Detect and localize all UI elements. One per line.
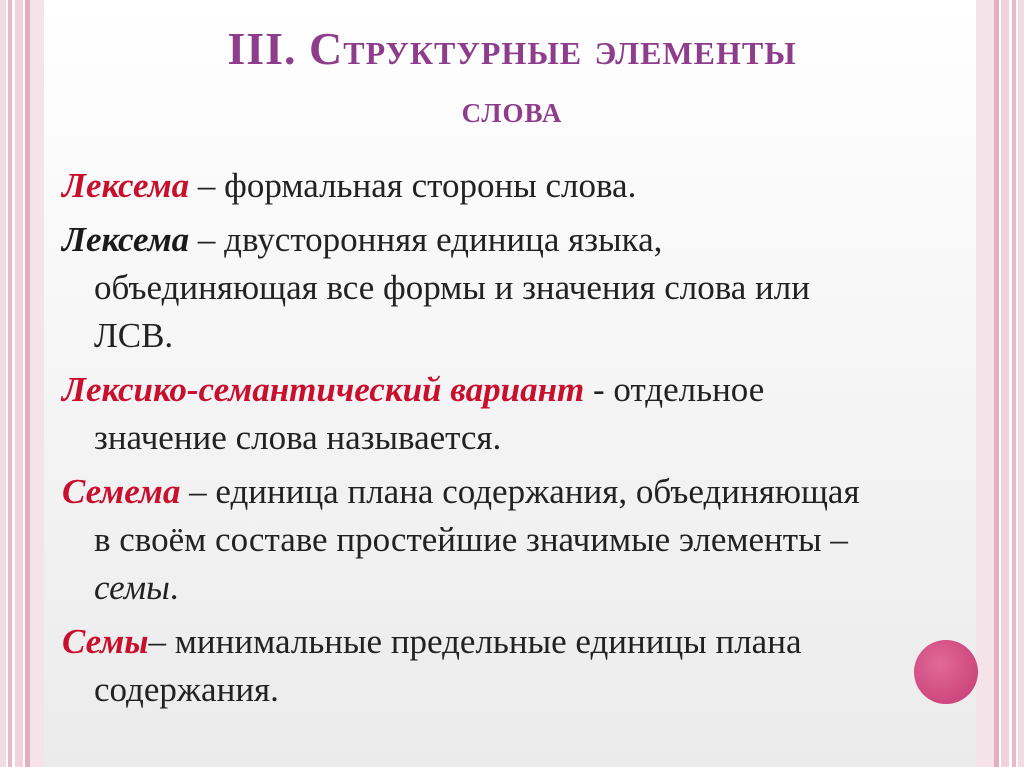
term: Лексема [62, 220, 190, 259]
slide-title-line-1 [90, 22, 934, 75]
definition-paragraph [62, 468, 882, 612]
term: Семема [62, 472, 181, 511]
term: Лексико-семантический вариант [62, 370, 585, 409]
definition-text: минимальные предельные единицы плана содержания. [94, 622, 802, 709]
title-text: Структурные элементы [309, 23, 797, 74]
definition-text: отдельное значение слова называется. [94, 370, 765, 457]
definition-text: двусторонняя единица языка, объединяющая все формы и значения слова или ЛСВ. [94, 220, 810, 355]
slide-title-line-2: слова [461, 89, 563, 131]
left-border-stripes [0, 0, 44, 767]
definition-paragraph [62, 162, 882, 210]
emphasized-term: семы [94, 568, 170, 607]
definition-text: единица плана содержания, объединяющая в своём составе простейшие значимые элементы – [94, 472, 860, 559]
separator: – [148, 622, 175, 661]
term: Лексема [62, 166, 190, 205]
title-numeral: III. [227, 23, 297, 74]
separator: – [189, 220, 225, 259]
definition-text: формальная стороны слова. [224, 166, 637, 205]
separator: – [189, 166, 225, 205]
definition-paragraph [62, 618, 882, 714]
definition-paragraph [62, 366, 882, 462]
decorative-circle [914, 640, 978, 704]
slide-content [62, 162, 882, 720]
separator: – [180, 472, 216, 511]
right-border-stripes [976, 0, 1024, 767]
separator: - [584, 370, 614, 409]
term: Семы [62, 622, 149, 661]
period: . [169, 568, 179, 607]
definition-paragraph [62, 216, 882, 360]
